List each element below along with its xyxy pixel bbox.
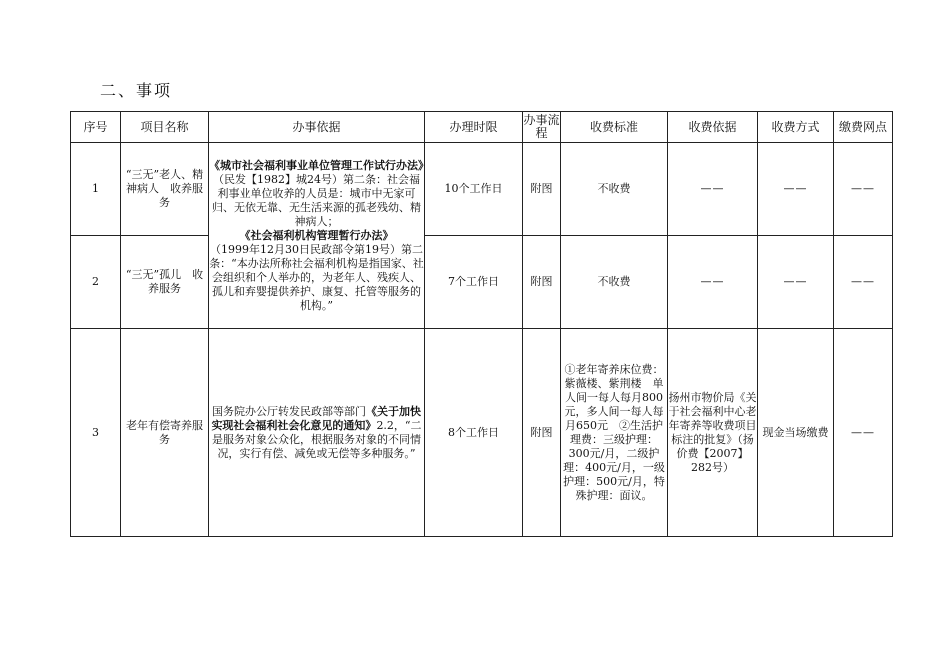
law-text: （民发【1982】城24号）第二条：社会福利事业单位收养的人员是：城市中无家可归、无依无靠、无生活来源的孤老残幼、精神病人； bbox=[212, 172, 421, 228]
row-time: 10个工作日 bbox=[425, 143, 523, 236]
basis-prefix: 国务院办公厅转发民政部等部门 bbox=[212, 404, 366, 418]
law-text: 2.2，“二是服务对象公众化，根据服务对象的不同情况，实行有偿、减免或无偿等多种服务。” bbox=[212, 418, 422, 460]
law-title: 《关于加快实现社会福利社会化意见的通知》 bbox=[211, 404, 421, 432]
header-basis: 办事依据 bbox=[209, 112, 425, 143]
row-fee-basis: 扬州市物价局《关于社会福利中心老年寄养等收费项目标注的批复》（扬价费【2007】282号） bbox=[668, 329, 758, 537]
row-time: 8个工作日 bbox=[425, 329, 523, 537]
row-no: 3 bbox=[71, 329, 121, 537]
header-fee-standard: 收费标准 bbox=[561, 112, 668, 143]
row-fee-outlet: —— bbox=[834, 236, 893, 329]
law-text: （1999年12月30日民政部令第19号）第二条：“本办法所称社会福利机构是指国家、社会组织和个人举办的，为老年人、残疾人、孤儿和弃婴提供养护、康复、托管等服务的机构。” bbox=[209, 242, 424, 312]
row-flow: 附图 bbox=[523, 236, 561, 329]
row-name: 老年有偿寄养服务 bbox=[121, 329, 209, 537]
row-flow: 附图 bbox=[523, 329, 561, 537]
law-title: 《社会福利机构管理暂行办法》 bbox=[239, 228, 394, 242]
row-basis bbox=[209, 143, 429, 329]
row-time: 7个工作日 bbox=[425, 236, 523, 329]
header-no: 序号 bbox=[71, 112, 121, 143]
row-fee-method: —— bbox=[758, 143, 834, 236]
header-name: 项目名称 bbox=[121, 112, 209, 143]
row-fee-standard: ①老年寄养床位费：紫薇楼、紫荆楼 单人间一每人每月800元，多人间一每人每月650元 ②生活护理费：三级护理：300元/月，二级护理：400元/月，一级护理：500元/月，特殊护理：面议。 bbox=[561, 329, 668, 537]
table-row bbox=[71, 143, 893, 236]
row-name: “三无”孤儿 收养服务 bbox=[121, 236, 209, 329]
matters-table bbox=[70, 111, 893, 537]
row-fee-basis: —— bbox=[668, 236, 758, 329]
header-time: 办理时限 bbox=[425, 112, 523, 143]
row-fee-method: 现金当场缴费 bbox=[758, 329, 834, 537]
row-fee-standard: 不收费 bbox=[561, 236, 668, 329]
row-basis bbox=[209, 329, 425, 537]
row-no: 1 bbox=[71, 143, 121, 236]
table-row bbox=[71, 329, 893, 537]
header-fee-outlet: 缴费网点 bbox=[834, 112, 893, 143]
row-fee-method: —— bbox=[758, 236, 834, 329]
section-title: 二、事项 bbox=[100, 81, 173, 100]
header-row bbox=[71, 112, 893, 143]
row-flow: 附图 bbox=[523, 143, 561, 236]
header-fee-method: 收费方式 bbox=[758, 112, 834, 143]
row-fee-outlet: —— bbox=[834, 143, 893, 236]
table-row bbox=[71, 236, 893, 329]
row-fee-outlet: —— bbox=[834, 329, 893, 537]
row-no: 2 bbox=[71, 236, 121, 329]
header-flow: 办事流程 bbox=[523, 112, 561, 143]
law-title: 《城市社会福利事业单位管理工作试行办法》 bbox=[209, 158, 429, 172]
row-fee-standard: 不收费 bbox=[561, 143, 668, 236]
row-fee-basis: —— bbox=[668, 143, 758, 236]
row-name: “三无”老人、精神病人 收养服务 bbox=[121, 143, 209, 236]
header-fee-basis: 收费依据 bbox=[668, 112, 758, 143]
